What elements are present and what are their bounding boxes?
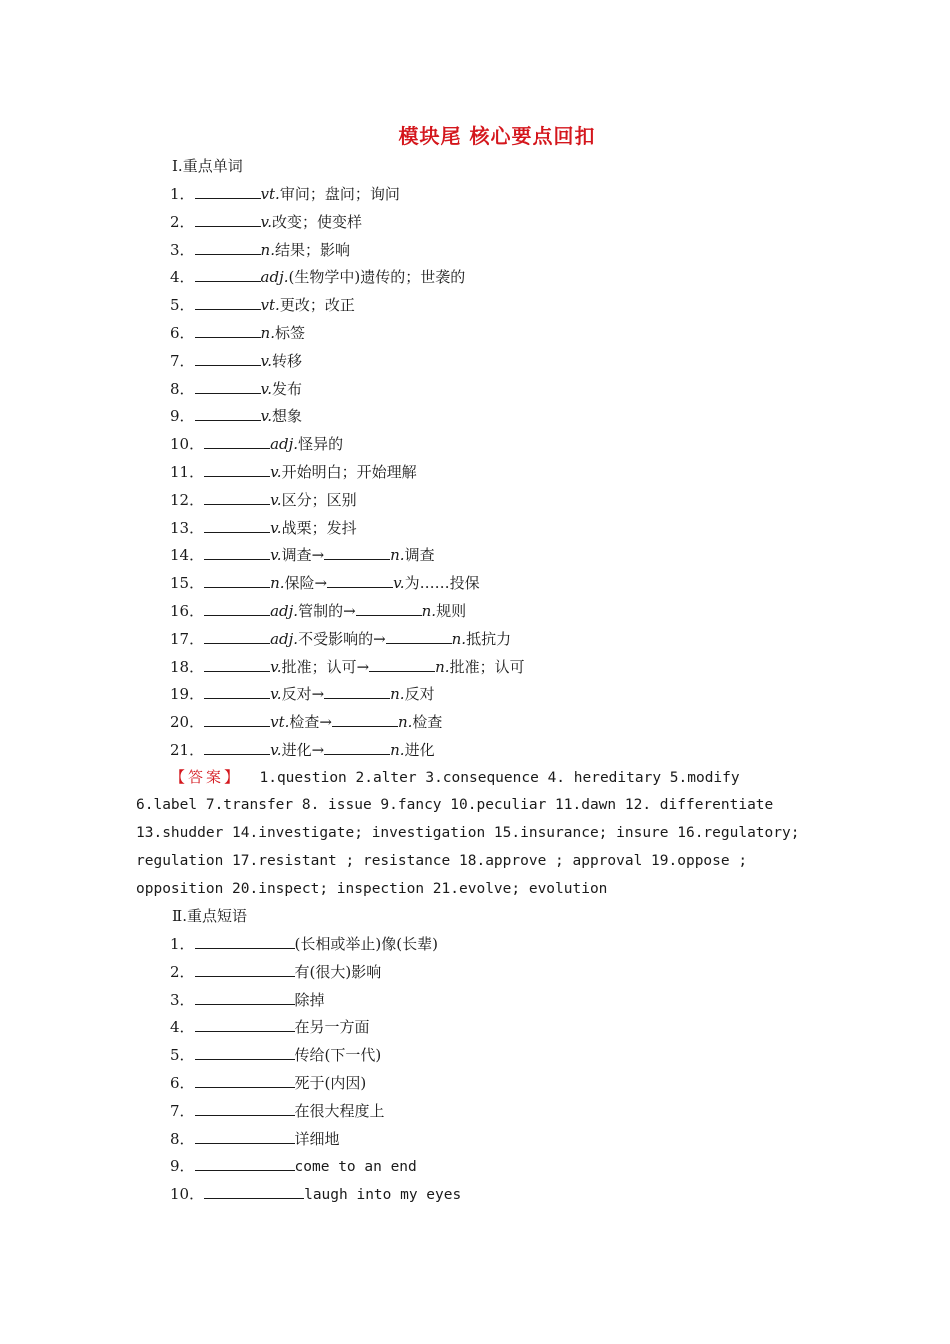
section1-heading: Ⅰ.重点单词 — [172, 157, 243, 175]
word-meaning: 反对 — [404, 685, 435, 704]
answer-blank[interactable] — [204, 545, 270, 560]
answer-text: 1.question 2.alter 3.consequence 4. hereditary 5.modify — [259, 770, 740, 786]
part-of-speech: adj. — [270, 602, 299, 620]
item-number: 17． — [170, 629, 205, 648]
phrase-meaning: 在很大程度上 — [294, 1101, 385, 1120]
vocab-item — [170, 712, 442, 732]
vocab-item — [170, 629, 511, 649]
item-number: 15． — [170, 574, 205, 593]
part-of-speech: n. — [390, 741, 405, 759]
answer-blank[interactable] — [195, 379, 261, 394]
item-number: 9． — [170, 407, 195, 426]
item-number: 1． — [170, 185, 195, 203]
part-of-speech: v. — [270, 518, 282, 537]
answer-line: 13.shudder 14.investigate; investigation 15.insurance; insure 16.regulatory; — [136, 825, 800, 841]
word-meaning: 批准；认可 — [449, 657, 525, 676]
page-title: 模块尾 核心要点回扣 — [398, 124, 596, 148]
answer-blank[interactable] — [195, 962, 295, 977]
part-of-speech: vt. — [260, 296, 280, 315]
answer-blank[interactable] — [204, 657, 270, 672]
part-of-speech: adj. — [270, 629, 299, 648]
word-meaning: 更改；改正 — [279, 296, 355, 315]
word-meaning: 批准；认可→ — [281, 657, 370, 676]
answer-blank[interactable] — [195, 295, 261, 310]
part-of-speech: n. — [270, 574, 285, 593]
item-number: 1． — [170, 935, 195, 953]
answer-blank[interactable] — [195, 351, 261, 366]
item-number: 8． — [170, 1129, 195, 1148]
answer-blank[interactable] — [195, 1101, 295, 1116]
vocab-item — [170, 295, 355, 315]
item-number: 20． — [170, 713, 205, 732]
answer-blank[interactable] — [195, 267, 261, 282]
word-meaning: 转移 — [272, 351, 303, 370]
item-number: 12． — [170, 490, 205, 509]
vocab-item — [170, 323, 305, 343]
vocab-item — [170, 684, 435, 704]
word-meaning: 检查→ — [289, 713, 332, 732]
item-number: 4． — [170, 268, 195, 287]
word-meaning: 抵抗力 — [466, 629, 512, 648]
item-number: 5． — [170, 1046, 195, 1065]
section2-heading: Ⅱ.重点短语 — [172, 907, 247, 925]
item-number: 5． — [170, 296, 195, 315]
phrase-item — [170, 1017, 370, 1037]
answer-blank[interactable] — [204, 490, 270, 505]
word-meaning: 审问；盘问；询问 — [279, 185, 400, 203]
word-meaning: 为……投保 — [404, 574, 480, 593]
part-of-speech: adj. — [270, 435, 299, 454]
item-number: 2． — [170, 962, 195, 981]
answer-line — [170, 767, 816, 788]
part-of-speech: n. — [390, 546, 405, 565]
part-of-speech: v. — [270, 490, 282, 509]
part-of-speech: n. — [390, 685, 405, 704]
answer-blank[interactable] — [332, 712, 398, 727]
phrase-item — [170, 962, 381, 982]
item-number: 3． — [170, 240, 195, 259]
phrase-item — [170, 1073, 366, 1093]
answer-line: regulation 17.resistant ; resistance 18.approve ; approval 19.oppose ; — [136, 853, 748, 869]
phrase-item — [170, 1129, 340, 1149]
phrase-meaning: (长相或举止)像(长辈) — [294, 935, 438, 953]
word-meaning: 不受影响的→ — [298, 629, 386, 648]
item-number: 2． — [170, 212, 195, 231]
answer-blank[interactable] — [195, 1156, 295, 1171]
answer-blank[interactable] — [195, 184, 261, 199]
phrase-meaning: come to an end — [294, 1159, 417, 1176]
answer-blank[interactable] — [195, 323, 261, 338]
phrase-item — [170, 1156, 417, 1177]
item-number: 18． — [170, 657, 205, 676]
word-meaning: 区分；区别 — [281, 490, 357, 509]
word-meaning: 标签 — [274, 324, 305, 342]
part-of-speech: n. — [451, 629, 467, 648]
answer-line: opposition 20.inspect; inspection 21.evolve; evolution — [136, 881, 608, 897]
part-of-speech: n. — [260, 240, 275, 259]
word-meaning: 怪异的 — [298, 435, 344, 454]
word-meaning: 想象 — [272, 407, 303, 426]
word-meaning: 进化→ — [281, 741, 325, 759]
phrase-meaning: 有(很大)影响 — [294, 962, 382, 981]
vocab-item — [170, 518, 357, 538]
phrase-meaning: 除掉 — [294, 990, 325, 1009]
word-meaning: 改变；使变样 — [272, 212, 363, 231]
answer-blank[interactable] — [324, 684, 390, 699]
vocab-item — [170, 267, 465, 287]
word-meaning: 规则 — [436, 602, 467, 620]
part-of-speech: v. — [270, 463, 282, 481]
phrase-meaning: 传给(下一代) — [294, 1046, 382, 1065]
answer-blank[interactable] — [204, 1184, 304, 1199]
word-meaning: 管制的→ — [298, 602, 356, 620]
vocab-item — [170, 740, 435, 760]
part-of-speech: v. — [270, 685, 282, 704]
answer-blank[interactable] — [195, 1017, 295, 1032]
answer-blank[interactable] — [204, 629, 270, 644]
word-meaning: 战栗；发抖 — [281, 518, 357, 537]
answer-blank[interactable] — [204, 684, 270, 699]
word-meaning: (生物学中)遗传的；世袭的 — [288, 268, 466, 287]
vocab-item — [170, 212, 362, 232]
answer-blank[interactable] — [195, 1129, 295, 1144]
vocab-item — [170, 184, 400, 204]
vocab-item — [170, 545, 435, 565]
vocab-item — [170, 406, 302, 426]
part-of-speech: adj. — [260, 268, 289, 287]
answer-blank[interactable] — [195, 240, 261, 255]
part-of-speech: v. — [270, 546, 282, 565]
phrase-meaning: 死于(内因) — [294, 1074, 367, 1092]
item-number: 8． — [170, 379, 195, 398]
phrase-meaning: laugh into my eyes — [304, 1187, 462, 1204]
answer-blank[interactable] — [195, 934, 295, 949]
answer-blank[interactable] — [327, 573, 393, 588]
item-number: 11． — [170, 463, 205, 481]
answer-blank[interactable] — [195, 990, 295, 1005]
answer-label: 【答案】 — [170, 768, 243, 786]
word-meaning: 检查 — [412, 713, 443, 732]
answer-blank[interactable] — [386, 629, 452, 644]
part-of-speech: v. — [270, 741, 282, 759]
word-meaning: 反对→ — [281, 685, 325, 704]
item-number: 13． — [170, 518, 205, 537]
item-number: 7． — [170, 1101, 195, 1120]
part-of-speech: vt. — [270, 713, 290, 732]
part-of-speech: v. — [260, 407, 273, 426]
part-of-speech: vt. — [260, 185, 280, 203]
word-meaning: 结果；影响 — [274, 240, 350, 259]
vocab-item — [170, 240, 350, 260]
answer-blank[interactable] — [204, 740, 270, 755]
word-meaning: 进化 — [404, 741, 435, 759]
item-number: 16． — [170, 602, 205, 620]
item-number: 10． — [170, 1185, 205, 1204]
part-of-speech: n. — [397, 713, 413, 732]
part-of-speech: n. — [435, 657, 450, 676]
phrase-item — [170, 1184, 461, 1205]
part-of-speech: v. — [260, 379, 273, 398]
item-number: 3． — [170, 990, 195, 1009]
phrase-meaning: 在另一方面 — [294, 1018, 370, 1037]
answer-blank[interactable] — [204, 462, 270, 477]
answer-blank[interactable] — [204, 573, 270, 588]
part-of-speech: n. — [260, 324, 275, 342]
item-number: 14． — [170, 546, 205, 565]
answer-blank[interactable] — [195, 1045, 295, 1060]
answer-blank[interactable] — [324, 545, 390, 560]
vocab-item — [170, 351, 302, 371]
answer-blank[interactable] — [369, 657, 435, 672]
answer-blank[interactable] — [195, 212, 261, 227]
word-meaning: 开始明白；开始理解 — [281, 463, 417, 481]
vocab-item — [170, 462, 417, 482]
vocab-item — [170, 601, 466, 621]
answer-blank[interactable] — [195, 406, 261, 421]
part-of-speech: v. — [270, 657, 282, 676]
part-of-speech: v. — [260, 212, 273, 231]
word-meaning: 调查→ — [281, 546, 325, 565]
vocab-item — [170, 490, 357, 510]
phrase-item — [170, 990, 325, 1010]
word-meaning: 发布 — [272, 379, 303, 398]
word-meaning: 调查 — [404, 546, 435, 565]
item-number: 10． — [170, 435, 205, 454]
vocab-item — [170, 573, 480, 593]
answer-blank[interactable] — [356, 601, 422, 616]
part-of-speech: v. — [260, 351, 273, 370]
phrase-meaning: 详细地 — [294, 1129, 340, 1148]
phrase-item — [170, 1101, 385, 1121]
item-number: 7． — [170, 351, 195, 370]
answer-line: 6.label 7.transfer 8. issue 9.fancy 10.peculiar 11.dawn 12. differentiate — [136, 797, 774, 813]
answer-blank[interactable] — [324, 740, 390, 755]
phrase-item — [170, 1045, 381, 1065]
answer-blank[interactable] — [204, 434, 270, 449]
vocab-item — [170, 379, 302, 399]
item-number: 21． — [170, 741, 205, 759]
item-number: 6． — [170, 1074, 195, 1092]
item-number: 6． — [170, 324, 195, 342]
phrase-item — [170, 934, 438, 954]
vocab-item — [170, 434, 343, 454]
item-number: 19． — [170, 685, 205, 704]
part-of-speech: v. — [393, 574, 405, 593]
answer-blank[interactable] — [204, 518, 270, 533]
item-number: 4． — [170, 1018, 195, 1037]
vocab-item — [170, 657, 525, 677]
answer-blank[interactable] — [195, 1073, 295, 1088]
answer-blank[interactable] — [204, 601, 270, 616]
word-meaning: 保险→ — [284, 574, 328, 593]
item-number: 9． — [170, 1157, 195, 1176]
part-of-speech: n. — [421, 602, 437, 620]
answer-blank[interactable] — [204, 712, 270, 727]
